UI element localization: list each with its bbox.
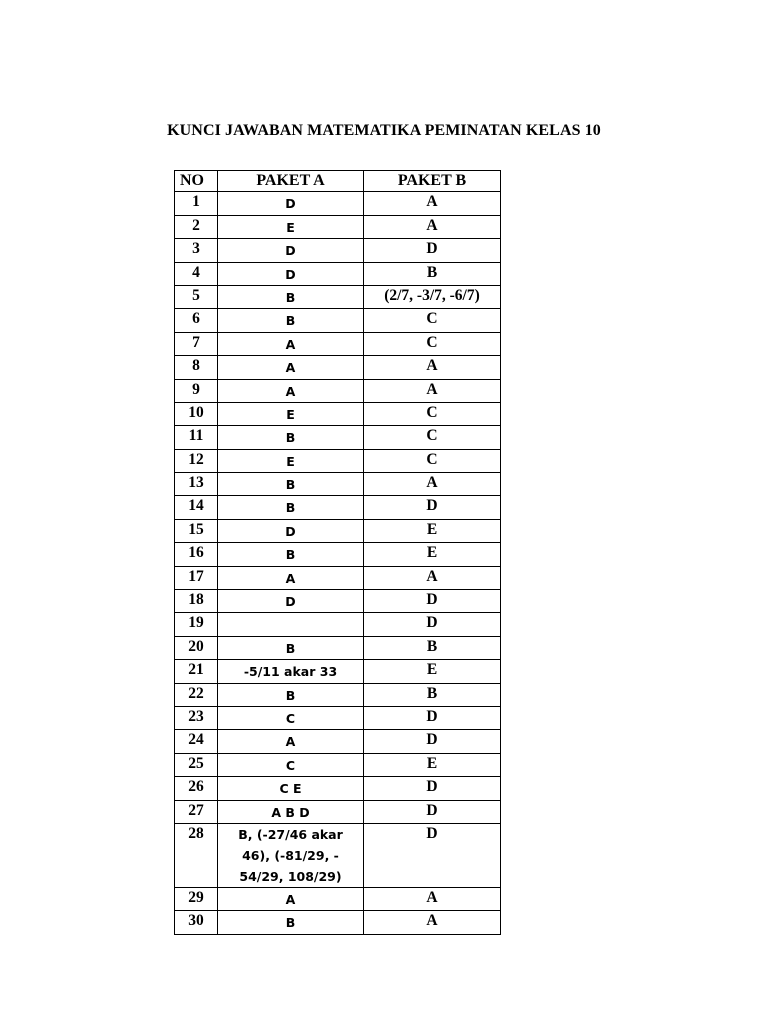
row-number: 18 (175, 590, 218, 613)
table-row (175, 543, 501, 566)
paket-a-answer: B (218, 636, 364, 659)
paket-a-answer: D (218, 590, 364, 613)
paket-b-answer: (2/7, -3/7, -6/7) (364, 285, 501, 308)
paket-a-answer: D (218, 239, 364, 262)
header-no: NO (175, 171, 218, 192)
table-row (175, 636, 501, 659)
paket-b-answer: A (364, 379, 501, 402)
paket-a-answer: B (218, 426, 364, 449)
paket-a-answer: A (218, 379, 364, 402)
row-number: 13 (175, 473, 218, 496)
table-row (175, 356, 501, 379)
header-paket-b: PAKET B (364, 171, 501, 192)
paket-a-answer: C (218, 753, 364, 776)
row-number: 2 (175, 215, 218, 238)
table-row (175, 911, 501, 934)
paket-a-answer: E (218, 449, 364, 472)
row-number: 9 (175, 379, 218, 402)
row-number: 23 (175, 706, 218, 729)
table-row (175, 566, 501, 589)
paket-a-answer (218, 613, 364, 636)
paket-a-answer-line: 46), (-81/29, - (242, 847, 339, 863)
table-row (175, 239, 501, 262)
paket-a-answer: D (218, 262, 364, 285)
paket-a-answer: B (218, 543, 364, 566)
table-row (175, 426, 501, 449)
paket-a-answer: A (218, 887, 364, 910)
paket-a-answer: D (218, 519, 364, 542)
row-number: 22 (175, 683, 218, 706)
page-title: KUNCI JAWABAN MATEMATIKA PEMINATAN KELAS 10 (167, 122, 601, 139)
paket-b-answer: A (364, 473, 501, 496)
row-number: 8 (175, 356, 218, 379)
paket-a-answer: A (218, 332, 364, 355)
row-number: 5 (175, 285, 218, 308)
paket-b-answer: A (364, 192, 501, 215)
row-number: 7 (175, 332, 218, 355)
header-paket-a: PAKET A (218, 171, 364, 192)
paket-b-answer: D (364, 706, 501, 729)
paket-b-answer: C (364, 449, 501, 472)
paket-a-answer: B (218, 911, 364, 934)
row-number: 25 (175, 753, 218, 776)
table-row (175, 379, 501, 402)
table-row (175, 800, 501, 823)
table-row (175, 730, 501, 753)
row-number: 17 (175, 566, 218, 589)
paket-a-answer: B (218, 473, 364, 496)
table-row (175, 683, 501, 706)
paket-a-answer (218, 823, 364, 887)
paket-a-answer: A (218, 566, 364, 589)
paket-b-answer: D (364, 777, 501, 800)
table-row (175, 823, 501, 887)
row-number: 15 (175, 519, 218, 542)
paket-a-answer: A B D (218, 800, 364, 823)
paket-b-answer: D (364, 800, 501, 823)
row-number: 26 (175, 777, 218, 800)
row-number: 21 (175, 660, 218, 683)
paket-b-answer: A (364, 215, 501, 238)
paket-b-answer: C (364, 309, 501, 332)
paket-a-answer: A (218, 730, 364, 753)
paket-b-answer: B (364, 683, 501, 706)
table-row (175, 449, 501, 472)
paket-a-answer: C E (218, 777, 364, 800)
paket-b-answer: C (364, 426, 501, 449)
row-number: 10 (175, 402, 218, 425)
row-number: 1 (175, 192, 218, 215)
table-row (175, 215, 501, 238)
paket-b-answer: D (364, 730, 501, 753)
paket-b-answer: D (364, 239, 501, 262)
paket-b-answer: A (364, 356, 501, 379)
paket-a-answer: B (218, 309, 364, 332)
row-number: 16 (175, 543, 218, 566)
paket-b-answer: C (364, 332, 501, 355)
row-number: 20 (175, 636, 218, 659)
paket-a-answer-line: B, (-27/46 akar (238, 826, 343, 842)
paket-a-answer: B (218, 683, 364, 706)
table-row (175, 192, 501, 215)
table-row (175, 887, 501, 910)
paket-b-answer: D (364, 590, 501, 613)
paket-b-answer: D (364, 496, 501, 519)
table-row (175, 496, 501, 519)
table-header-row (175, 171, 501, 192)
paket-b-answer: D (364, 823, 501, 887)
paket-b-answer: B (364, 262, 501, 285)
table-row (175, 777, 501, 800)
row-number: 14 (175, 496, 218, 519)
table-row (175, 402, 501, 425)
paket-a-answer: E (218, 402, 364, 425)
paket-a-answer: B (218, 496, 364, 519)
paket-a-answer: D (218, 192, 364, 215)
table-row (175, 332, 501, 355)
paket-a-answer: A (218, 356, 364, 379)
row-number: 29 (175, 887, 218, 910)
paket-a-answer: E (218, 215, 364, 238)
table-row (175, 660, 501, 683)
paket-b-answer: D (364, 613, 501, 636)
row-number: 11 (175, 426, 218, 449)
paket-b-answer: C (364, 402, 501, 425)
table-row (175, 285, 501, 308)
table-row (175, 519, 501, 542)
row-number: 30 (175, 911, 218, 934)
paket-b-answer: B (364, 636, 501, 659)
paket-b-answer: A (364, 911, 501, 934)
table-row (175, 590, 501, 613)
paket-a-answer: B (218, 285, 364, 308)
paket-b-answer: A (364, 566, 501, 589)
paket-b-answer: E (364, 660, 501, 683)
paket-a-answer-line: 54/29, 108/29) (239, 868, 342, 884)
row-number: 3 (175, 239, 218, 262)
paket-b-answer: E (364, 543, 501, 566)
table-row (175, 613, 501, 636)
row-number: 24 (175, 730, 218, 753)
row-number: 6 (175, 309, 218, 332)
paket-a-answer: -5/11 akar 33 (218, 660, 364, 683)
paket-b-answer: A (364, 887, 501, 910)
paket-a-answer: C (218, 706, 364, 729)
table-row (175, 753, 501, 776)
row-number: 12 (175, 449, 218, 472)
paket-b-answer: E (364, 519, 501, 542)
table-row (175, 262, 501, 285)
answer-key-table (174, 170, 501, 935)
row-number: 4 (175, 262, 218, 285)
table-row (175, 473, 501, 496)
paket-b-answer: E (364, 753, 501, 776)
row-number: 27 (175, 800, 218, 823)
row-number: 28 (175, 823, 218, 887)
row-number: 19 (175, 613, 218, 636)
table-row (175, 706, 501, 729)
table-row (175, 309, 501, 332)
